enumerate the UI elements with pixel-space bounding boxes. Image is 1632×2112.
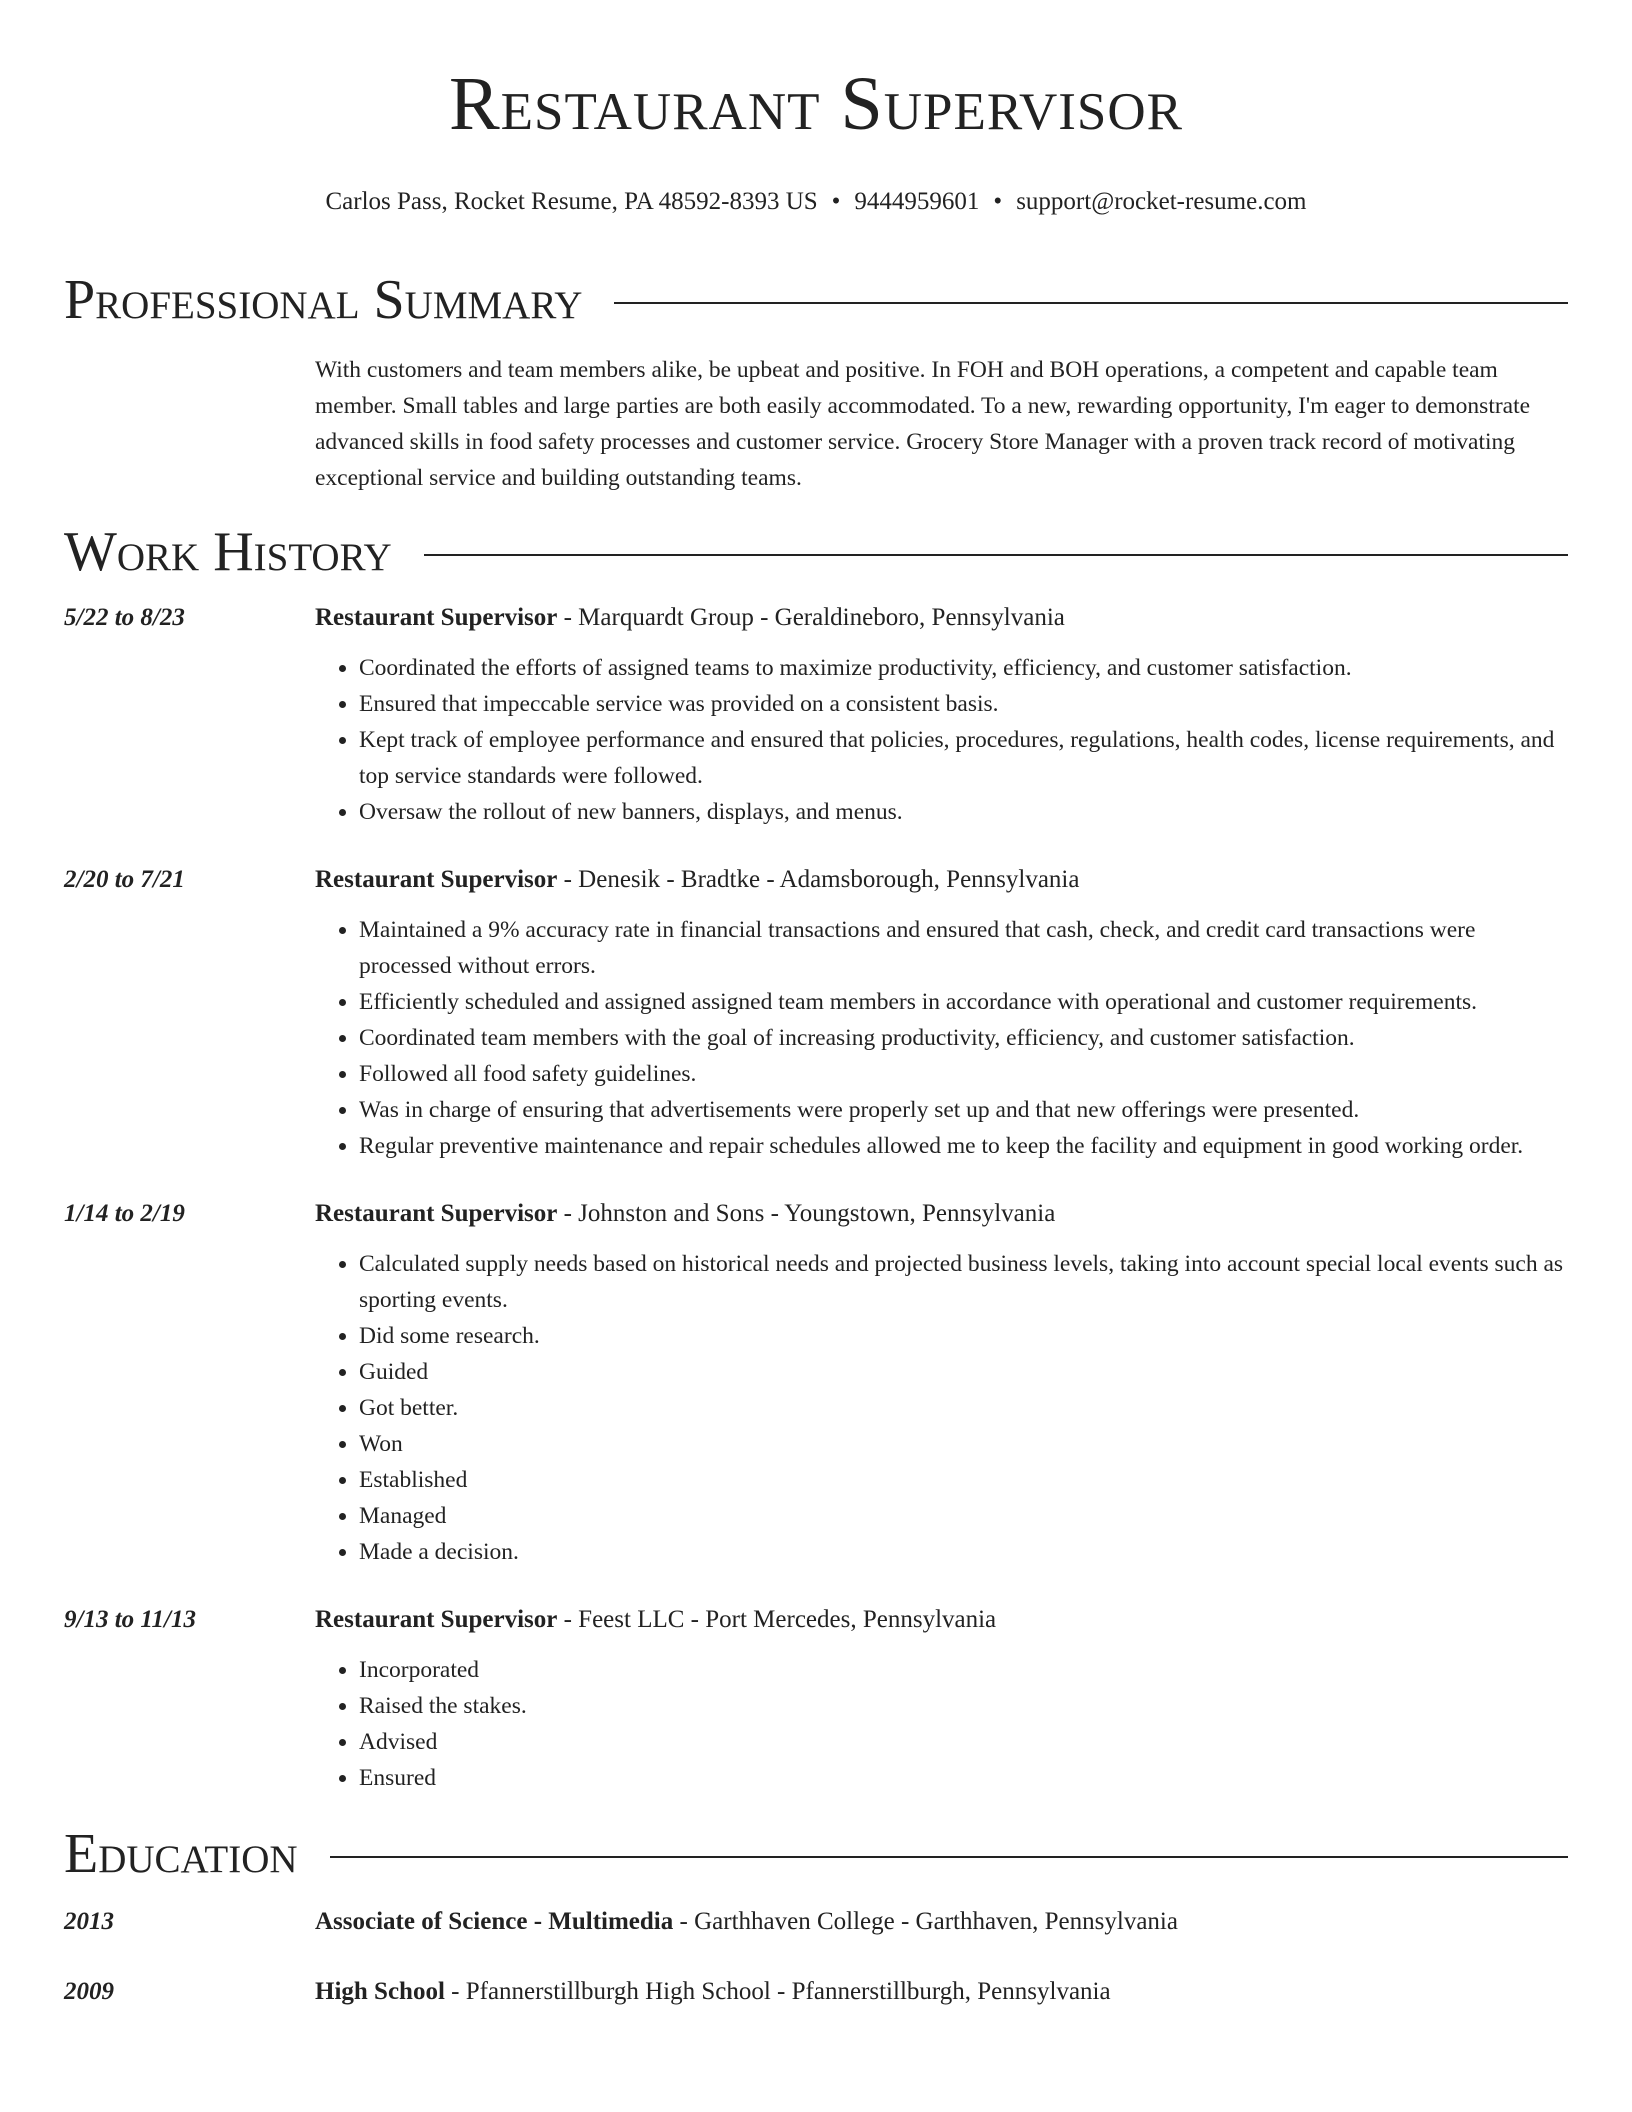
education-heading: Education: [64, 1823, 298, 1885]
job-bullet: • Ensured: [359, 1760, 1568, 1796]
job-bullet: • Won: [359, 1426, 1568, 1462]
job-details: - Denesik - Bradtke - Adamsborough, Pennsylvania: [557, 866, 1080, 893]
education-details: - Pfannerstillburgh High School - Pfannerstillburgh, Pennsylvania: [444, 1978, 1111, 2005]
education-degree: Associate of Science - Multimedia: [315, 1908, 674, 1935]
work-heading: Work History: [64, 521, 392, 583]
education-title-line: [315, 1904, 1568, 1940]
summary-text: With customers and team members alike, be upbeat and positive. In FOH and BOH operations, a competent and capable team member. Small tables and large parties are both easily accommodated. To a new, rewarding opportunity, I'm eager to demonstrate advanced skills in food safety processes and customer service. Grocery Store Manager with a proven track record of motivating exceptional service and building outstanding teams.: [315, 357, 1531, 491]
job-body: [315, 1196, 1568, 1570]
contact-phone: 9444959601: [854, 188, 980, 215]
job-bullets: [315, 912, 1568, 1164]
job-details: - Johnston and Sons - Youngstown, Pennsylvania: [557, 1200, 1056, 1227]
job-bullet: • Did some research.: [359, 1318, 1568, 1354]
job-bullet: • Made a decision.: [359, 1534, 1568, 1570]
job-bullet: • Efficiently scheduled and assigned assigned team members in accordance with operational and customer requirements.: [359, 984, 1568, 1020]
job-role: Restaurant Supervisor: [315, 1606, 558, 1633]
contact-line: [64, 186, 1568, 218]
education-year: 2009: [64, 1978, 114, 2005]
job-bullet: • Raised the stakes.: [359, 1688, 1568, 1724]
work-section-header: [64, 520, 1568, 584]
education-body: [315, 1904, 1568, 1940]
job-role: Restaurant Supervisor: [315, 604, 558, 631]
job-role: Restaurant Supervisor: [315, 1200, 558, 1227]
job-bullet: • Kept track of employee performance and ensured that policies, procedures, regulations, health codes, license requirements, and top service standards were followed.: [359, 722, 1568, 794]
job-bullets: [315, 1652, 1568, 1796]
job-bullet: • Oversaw the rollout of new banners, displays, and menus.: [359, 794, 1568, 830]
job-bullet: • Managed: [359, 1498, 1568, 1534]
job-dates: 5/22 to 8/23: [64, 604, 185, 631]
education-details: - Garthhaven College - Garthhaven, Pennsylvania: [673, 1908, 1178, 1935]
job-role: Restaurant Supervisor: [315, 866, 558, 893]
resume-name: Restaurant Supervisor: [448, 62, 1184, 146]
job-entry: [64, 862, 1568, 1164]
job-dates: 9/13 to 11/13: [64, 1606, 196, 1633]
contact-separator: •: [993, 188, 1003, 215]
job-body: [315, 600, 1568, 830]
summary-section-header: [64, 268, 1568, 332]
section-divider: [330, 1856, 1568, 1858]
job-bullet: • Was in charge of ensuring that advertisements were properly set up and that new offerings were presented.: [359, 1092, 1568, 1128]
job-bullet: • Maintained a 9% accuracy rate in financial transactions and ensured that cash, check, and credit card transactions were processed without errors.: [359, 912, 1568, 984]
job-bullet: • Coordinated the efforts of assigned teams to maximize productivity, efficiency, and customer satisfaction.: [359, 650, 1568, 686]
section-divider: [614, 302, 1568, 304]
job-dates: 1/14 to 2/19: [64, 1200, 185, 1227]
summary-heading: Professional Summary: [64, 269, 583, 331]
contact-separator: •: [831, 188, 841, 215]
education-body: [315, 1974, 1568, 2010]
education-section-header: [64, 1822, 1568, 1886]
education-year: 2013: [64, 1908, 114, 1935]
job-bullet: • Ensured that impeccable service was provided on a consistent basis.: [359, 686, 1568, 722]
job-title-line: [315, 1602, 1568, 1638]
education-entry: [64, 1974, 1568, 2010]
job-bullet: • Regular preventive maintenance and repair schedules allowed me to keep the facility and equipment in good working order.: [359, 1128, 1568, 1164]
section-divider: [424, 554, 1568, 556]
job-title-line: [315, 1196, 1568, 1232]
job-body: [315, 862, 1568, 1164]
job-bullet: • Followed all food safety guidelines.: [359, 1056, 1568, 1092]
job-body: [315, 1602, 1568, 1796]
contact-address: Carlos Pass, Rocket Resume, PA 48592-8393 US: [325, 188, 818, 215]
job-entry: [64, 1602, 1568, 1796]
resume-page: [64, 0, 1568, 2010]
job-bullet: • Established: [359, 1462, 1568, 1498]
job-bullet: • Incorporated: [359, 1652, 1568, 1688]
job-details: - Feest LLC - Port Mercedes, Pennsylvania: [557, 1606, 997, 1633]
job-bullet: • Coordinated team members with the goal of increasing productivity, efficiency, and customer satisfaction.: [359, 1020, 1568, 1056]
job-bullets: [315, 1246, 1568, 1570]
job-bullet: • Calculated supply needs based on historical needs and projected business levels, taking into account special local events such as sporting events.: [359, 1246, 1568, 1318]
job-title-line: [315, 600, 1568, 636]
job-entry: [64, 600, 1568, 830]
job-bullet: • Got better.: [359, 1390, 1568, 1426]
job-dates: 2/20 to 7/21: [64, 866, 185, 893]
contact-email: support@rocket-resume.com: [1016, 188, 1307, 215]
job-entry: [64, 1196, 1568, 1570]
job-title-line: [315, 862, 1568, 898]
job-bullet: • Advised: [359, 1724, 1568, 1760]
education-degree: High School: [315, 1978, 445, 2005]
job-bullet: • Guided: [359, 1354, 1568, 1390]
education-entry: [64, 1904, 1568, 1940]
job-details: - Marquardt Group - Geraldineboro, Pennsylvania: [557, 604, 1065, 631]
job-bullets: [315, 650, 1568, 830]
education-title-line: [315, 1974, 1568, 2010]
